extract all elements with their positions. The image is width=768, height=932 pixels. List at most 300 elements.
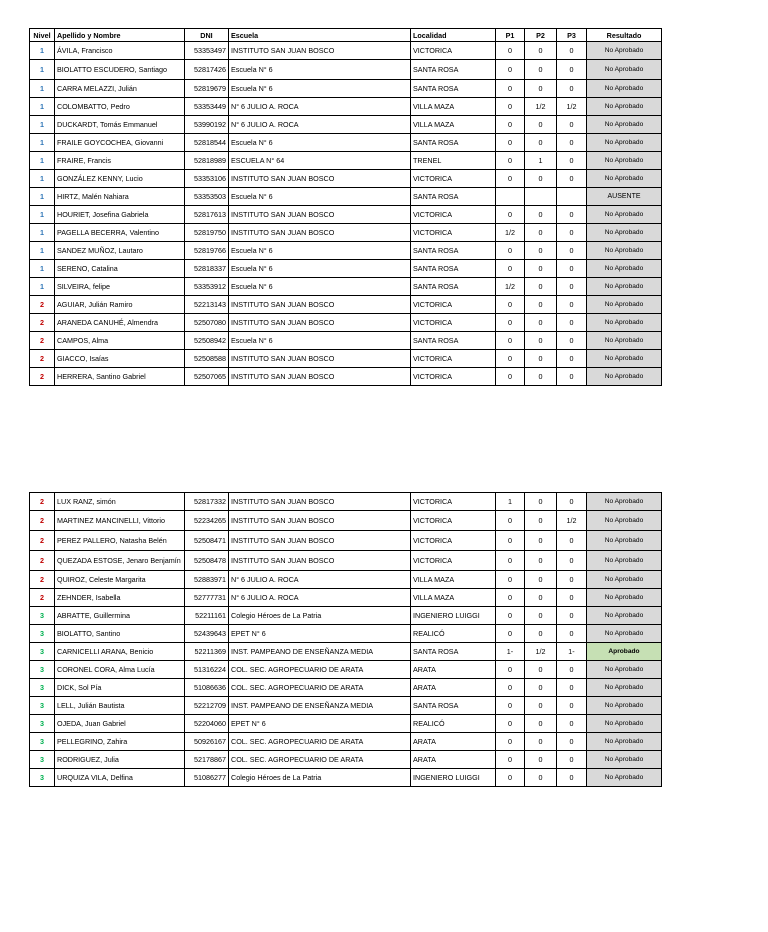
cell-nombre: OJEDA, Juan Gabriel bbox=[55, 715, 185, 733]
cell-resultado: No Aprobado bbox=[587, 715, 662, 733]
cell-p2: 0 bbox=[525, 625, 557, 643]
cell-p1: 0 bbox=[496, 368, 525, 386]
cell-nivel: 2 bbox=[30, 531, 55, 551]
cell-resultado: No Aprobado bbox=[587, 98, 662, 116]
cell-p2: 0 bbox=[525, 661, 557, 679]
cell-localidad: VICTORICA bbox=[411, 551, 496, 571]
cell-p2: 0 bbox=[525, 60, 557, 80]
cell-resultado: No Aprobado bbox=[587, 260, 662, 278]
header-resultado: Resultado bbox=[587, 29, 662, 42]
cell-p3: 0 bbox=[557, 278, 587, 296]
cell-nombre: DUCKARDT, Tomás Emmanuel bbox=[55, 116, 185, 134]
cell-p2: 0 bbox=[525, 531, 557, 551]
cell-p3: 0 bbox=[557, 589, 587, 607]
cell-localidad: VILLA MAZA bbox=[411, 571, 496, 589]
cell-escuela: Escuela N° 6 bbox=[229, 278, 411, 296]
table-row bbox=[30, 571, 662, 589]
cell-localidad: SANTA ROSA bbox=[411, 260, 496, 278]
cell-p1: 0 bbox=[496, 661, 525, 679]
cell-p1: 0 bbox=[496, 98, 525, 116]
header-localidad: Localidad bbox=[411, 29, 496, 42]
cell-localidad: SANTA ROSA bbox=[411, 242, 496, 260]
table-row bbox=[30, 116, 662, 134]
cell-nombre: QUIROZ, Celeste Margarita bbox=[55, 571, 185, 589]
header-nombre: Apellido y Nombre bbox=[55, 29, 185, 42]
cell-escuela: N° 6 JULIO A. ROCA bbox=[229, 116, 411, 134]
cell-dni: 52819679 bbox=[185, 80, 229, 98]
cell-escuela: Escuela N° 6 bbox=[229, 332, 411, 350]
cell-p2: 1/2 bbox=[525, 643, 557, 661]
cell-nombre: FRAILE GOYCOCHEA, Giovanni bbox=[55, 134, 185, 152]
cell-localidad: SANTA ROSA bbox=[411, 134, 496, 152]
cell-nivel: 1 bbox=[30, 188, 55, 206]
table-row bbox=[30, 679, 662, 697]
cell-p1: 0 bbox=[496, 116, 525, 134]
cell-escuela: COL. SEC. AGROPECUARIO DE ARATA bbox=[229, 679, 411, 697]
cell-resultado: No Aprobado bbox=[587, 332, 662, 350]
cell-escuela: INST. PAMPEANO DE ENSEÑANZA MEDIA bbox=[229, 643, 411, 661]
cell-localidad: SANTA ROSA bbox=[411, 80, 496, 98]
cell-localidad: VICTORICA bbox=[411, 314, 496, 332]
cell-resultado: No Aprobado bbox=[587, 152, 662, 170]
table-row bbox=[30, 260, 662, 278]
cell-escuela: Colegio Héroes de La Patria bbox=[229, 607, 411, 625]
table-row bbox=[30, 589, 662, 607]
cell-p2: 0 bbox=[525, 571, 557, 589]
cell-dni: 52883971 bbox=[185, 571, 229, 589]
cell-p1: 0 bbox=[496, 242, 525, 260]
cell-p3: 0 bbox=[557, 607, 587, 625]
cell-nombre: PEREZ PALLERO, Natasha Belén bbox=[55, 531, 185, 551]
cell-nivel: 1 bbox=[30, 152, 55, 170]
cell-dni: 52819750 bbox=[185, 224, 229, 242]
cell-localidad: SANTA ROSA bbox=[411, 278, 496, 296]
cell-p3 bbox=[557, 188, 587, 206]
cell-escuela: INSTITUTO SAN JUAN BOSCO bbox=[229, 42, 411, 60]
cell-p3: 0 bbox=[557, 551, 587, 571]
cell-dni: 52211161 bbox=[185, 607, 229, 625]
cell-p3: 0 bbox=[557, 679, 587, 697]
cell-resultado: No Aprobado bbox=[587, 571, 662, 589]
cell-resultado: Aprobado bbox=[587, 643, 662, 661]
cell-resultado: No Aprobado bbox=[587, 751, 662, 769]
cell-p3: 1/2 bbox=[557, 511, 587, 531]
table-row bbox=[30, 607, 662, 625]
cell-dni: 52818544 bbox=[185, 134, 229, 152]
cell-p3: 0 bbox=[557, 350, 587, 368]
cell-p1: 0 bbox=[496, 733, 525, 751]
cell-escuela: INSTITUTO SAN JUAN BOSCO bbox=[229, 350, 411, 368]
table-row bbox=[30, 224, 662, 242]
table-row bbox=[30, 368, 662, 386]
cell-nombre: LELL, Julián Bautista bbox=[55, 697, 185, 715]
cell-escuela: N° 6 JULIO A. ROCA bbox=[229, 571, 411, 589]
header-escuela: Escuela bbox=[229, 29, 411, 42]
cell-nombre: MARTINEZ MANCINELLI, Vittorio bbox=[55, 511, 185, 531]
table-row bbox=[30, 170, 662, 188]
table-row bbox=[30, 661, 662, 679]
table-row bbox=[30, 643, 662, 661]
cell-localidad: VICTORICA bbox=[411, 511, 496, 531]
cell-p2: 0 bbox=[525, 134, 557, 152]
cell-localidad: VICTORICA bbox=[411, 350, 496, 368]
cell-dni: 52439643 bbox=[185, 625, 229, 643]
cell-p1: 1/2 bbox=[496, 224, 525, 242]
table-row bbox=[30, 60, 662, 80]
cell-escuela: INSTITUTO SAN JUAN BOSCO bbox=[229, 206, 411, 224]
cell-p3: 0 bbox=[557, 206, 587, 224]
cell-escuela: INSTITUTO SAN JUAN BOSCO bbox=[229, 511, 411, 531]
cell-p1: 0 bbox=[496, 152, 525, 170]
cell-nivel: 1 bbox=[30, 224, 55, 242]
cell-p2: 1/2 bbox=[525, 98, 557, 116]
cell-p1 bbox=[496, 188, 525, 206]
table-row bbox=[30, 733, 662, 751]
cell-nombre: CAMPOS, Alma bbox=[55, 332, 185, 350]
cell-dni: 52234265 bbox=[185, 511, 229, 531]
cell-p3: 1/2 bbox=[557, 98, 587, 116]
cell-resultado: No Aprobado bbox=[587, 314, 662, 332]
cell-localidad: INGENIERO LUIGGI bbox=[411, 769, 496, 787]
cell-escuela: N° 6 JULIO A. ROCA bbox=[229, 589, 411, 607]
cell-p1: 0 bbox=[496, 134, 525, 152]
cell-resultado: No Aprobado bbox=[587, 206, 662, 224]
cell-nivel: 3 bbox=[30, 751, 55, 769]
cell-p1: 0 bbox=[496, 571, 525, 589]
cell-p3: 0 bbox=[557, 625, 587, 643]
cell-p2: 0 bbox=[525, 589, 557, 607]
header-dni: DNI bbox=[185, 29, 229, 42]
cell-resultado: No Aprobado bbox=[587, 42, 662, 60]
cell-p3: 0 bbox=[557, 697, 587, 715]
cell-resultado: No Aprobado bbox=[587, 242, 662, 260]
cell-localidad: SANTA ROSA bbox=[411, 60, 496, 80]
cell-escuela: EPET N° 6 bbox=[229, 715, 411, 733]
cell-nombre: DICK, Sol Pía bbox=[55, 679, 185, 697]
cell-nombre: HOURIET, Josefina Gabriela bbox=[55, 206, 185, 224]
cell-nivel: 2 bbox=[30, 589, 55, 607]
cell-dni: 52213143 bbox=[185, 296, 229, 314]
cell-dni: 52817613 bbox=[185, 206, 229, 224]
header-p3: P3 bbox=[557, 29, 587, 42]
cell-p1: 0 bbox=[496, 589, 525, 607]
cell-localidad: VICTORICA bbox=[411, 296, 496, 314]
table-row bbox=[30, 188, 662, 206]
table-row bbox=[30, 296, 662, 314]
cell-p2: 0 bbox=[525, 42, 557, 60]
cell-p3: 0 bbox=[557, 242, 587, 260]
header-row bbox=[30, 29, 662, 42]
header-p1: P1 bbox=[496, 29, 525, 42]
cell-escuela: INSTITUTO SAN JUAN BOSCO bbox=[229, 224, 411, 242]
cell-p2: 0 bbox=[525, 278, 557, 296]
cell-dni: 53353449 bbox=[185, 98, 229, 116]
cell-nivel: 2 bbox=[30, 368, 55, 386]
cell-resultado: No Aprobado bbox=[587, 769, 662, 787]
cell-p1: 0 bbox=[496, 332, 525, 350]
cell-p1: 0 bbox=[496, 607, 525, 625]
cell-dni: 52508478 bbox=[185, 551, 229, 571]
table-row bbox=[30, 493, 662, 511]
cell-nivel: 3 bbox=[30, 607, 55, 625]
table-row bbox=[30, 625, 662, 643]
cell-escuela: INSTITUTO SAN JUAN BOSCO bbox=[229, 531, 411, 551]
cell-p2: 0 bbox=[525, 368, 557, 386]
cell-p1: 0 bbox=[496, 625, 525, 643]
table-row bbox=[30, 715, 662, 733]
cell-p1: 1/2 bbox=[496, 278, 525, 296]
cell-nombre: ARANEDA CANUHÉ, Almendra bbox=[55, 314, 185, 332]
cell-nivel: 1 bbox=[30, 98, 55, 116]
cell-p2: 1 bbox=[525, 152, 557, 170]
cell-escuela: COL. SEC. AGROPECUARIO DE ARATA bbox=[229, 661, 411, 679]
cell-p1: 0 bbox=[496, 296, 525, 314]
cell-nivel: 1 bbox=[30, 206, 55, 224]
cell-p3: 1- bbox=[557, 643, 587, 661]
cell-p3: 0 bbox=[557, 224, 587, 242]
cell-localidad: VICTORICA bbox=[411, 170, 496, 188]
cell-resultado: No Aprobado bbox=[587, 589, 662, 607]
cell-nivel: 2 bbox=[30, 511, 55, 531]
cell-p3: 0 bbox=[557, 170, 587, 188]
cell-resultado: No Aprobado bbox=[587, 134, 662, 152]
header-p2: P2 bbox=[525, 29, 557, 42]
cell-p2: 0 bbox=[525, 551, 557, 571]
cell-localidad: REALICÓ bbox=[411, 715, 496, 733]
cell-escuela: INSTITUTO SAN JUAN BOSCO bbox=[229, 493, 411, 511]
cell-p2: 0 bbox=[525, 493, 557, 511]
cell-nombre: BIOLATTO ESCUDERO, Santiago bbox=[55, 60, 185, 80]
cell-p3: 0 bbox=[557, 571, 587, 589]
cell-dni: 52818337 bbox=[185, 260, 229, 278]
cell-nivel: 3 bbox=[30, 697, 55, 715]
cell-p2: 0 bbox=[525, 607, 557, 625]
table-row bbox=[30, 152, 662, 170]
cell-nombre: FRAIRE, Francis bbox=[55, 152, 185, 170]
cell-resultado: No Aprobado bbox=[587, 493, 662, 511]
cell-dni: 52508588 bbox=[185, 350, 229, 368]
cell-resultado: No Aprobado bbox=[587, 224, 662, 242]
cell-nivel: 3 bbox=[30, 679, 55, 697]
cell-nombre: SILVEIRA, felipe bbox=[55, 278, 185, 296]
cell-localidad: VICTORICA bbox=[411, 224, 496, 242]
cell-p2 bbox=[525, 188, 557, 206]
cell-resultado: No Aprobado bbox=[587, 661, 662, 679]
cell-resultado: No Aprobado bbox=[587, 278, 662, 296]
cell-dni: 52211369 bbox=[185, 643, 229, 661]
cell-nombre: LUX RANZ, simón bbox=[55, 493, 185, 511]
cell-resultado: No Aprobado bbox=[587, 679, 662, 697]
cell-resultado: No Aprobado bbox=[587, 733, 662, 751]
cell-nombre: CORONEL CORA, Alma Lucía bbox=[55, 661, 185, 679]
cell-p3: 0 bbox=[557, 531, 587, 551]
cell-localidad: ARATA bbox=[411, 751, 496, 769]
cell-p1: 0 bbox=[496, 80, 525, 98]
results-table-2 bbox=[29, 492, 662, 787]
cell-nivel: 3 bbox=[30, 733, 55, 751]
cell-p3: 0 bbox=[557, 80, 587, 98]
cell-dni: 52212709 bbox=[185, 697, 229, 715]
cell-dni: 52507065 bbox=[185, 368, 229, 386]
cell-p3: 0 bbox=[557, 715, 587, 733]
cell-p1: 0 bbox=[496, 715, 525, 733]
cell-nombre: URQUIZA VILA, Delfina bbox=[55, 769, 185, 787]
cell-localidad: SANTA ROSA bbox=[411, 332, 496, 350]
cell-nivel: 2 bbox=[30, 296, 55, 314]
cell-resultado: No Aprobado bbox=[587, 296, 662, 314]
cell-localidad: ARATA bbox=[411, 733, 496, 751]
cell-escuela: INSTITUTO SAN JUAN BOSCO bbox=[229, 368, 411, 386]
cell-dni: 52777731 bbox=[185, 589, 229, 607]
cell-escuela: Colegio Héroes de La Patria bbox=[229, 769, 411, 787]
cell-p3: 0 bbox=[557, 751, 587, 769]
table-row bbox=[30, 314, 662, 332]
cell-p3: 0 bbox=[557, 769, 587, 787]
cell-nivel: 2 bbox=[30, 350, 55, 368]
cell-resultado: No Aprobado bbox=[587, 697, 662, 715]
cell-dni: 51086636 bbox=[185, 679, 229, 697]
table-row bbox=[30, 98, 662, 116]
cell-dni: 52507080 bbox=[185, 314, 229, 332]
cell-p1: 0 bbox=[496, 314, 525, 332]
cell-p2: 0 bbox=[525, 224, 557, 242]
cell-dni: 52508942 bbox=[185, 332, 229, 350]
cell-localidad: VICTORICA bbox=[411, 531, 496, 551]
cell-resultado: No Aprobado bbox=[587, 368, 662, 386]
cell-p1: 0 bbox=[496, 551, 525, 571]
cell-nombre: CARRA MELAZZI, Julián bbox=[55, 80, 185, 98]
cell-localidad: ARATA bbox=[411, 679, 496, 697]
cell-dni: 52818989 bbox=[185, 152, 229, 170]
table-row bbox=[30, 511, 662, 531]
cell-p2: 0 bbox=[525, 733, 557, 751]
cell-nombre: CARNICELLI ARANA, Benicio bbox=[55, 643, 185, 661]
cell-escuela: COL. SEC. AGROPECUARIO DE ARATA bbox=[229, 751, 411, 769]
cell-nivel: 2 bbox=[30, 551, 55, 571]
cell-nivel: 1 bbox=[30, 170, 55, 188]
cell-nivel: 1 bbox=[30, 116, 55, 134]
cell-p1: 0 bbox=[496, 60, 525, 80]
cell-escuela: INSTITUTO SAN JUAN BOSCO bbox=[229, 170, 411, 188]
cell-escuela: Escuela N° 6 bbox=[229, 242, 411, 260]
cell-escuela: INSTITUTO SAN JUAN BOSCO bbox=[229, 296, 411, 314]
cell-p2: 0 bbox=[525, 242, 557, 260]
table-row bbox=[30, 769, 662, 787]
cell-escuela: INSTITUTO SAN JUAN BOSCO bbox=[229, 551, 411, 571]
cell-nivel: 1 bbox=[30, 242, 55, 260]
cell-p2: 0 bbox=[525, 170, 557, 188]
cell-localidad: VILLA MAZA bbox=[411, 98, 496, 116]
cell-localidad: VICTORICA bbox=[411, 368, 496, 386]
cell-escuela: Escuela N° 6 bbox=[229, 260, 411, 278]
cell-p3: 0 bbox=[557, 314, 587, 332]
table-row bbox=[30, 332, 662, 350]
cell-p3: 0 bbox=[557, 116, 587, 134]
cell-nivel: 1 bbox=[30, 42, 55, 60]
cell-resultado: No Aprobado bbox=[587, 80, 662, 98]
cell-localidad: VICTORICA bbox=[411, 206, 496, 224]
cell-localidad: VICTORICA bbox=[411, 493, 496, 511]
cell-escuela: Escuela N° 6 bbox=[229, 134, 411, 152]
cell-nombre: QUEZADA ESTOSE, Jenaro Benjamín bbox=[55, 551, 185, 571]
cell-p2: 0 bbox=[525, 260, 557, 278]
cell-escuela: Escuela N° 6 bbox=[229, 60, 411, 80]
cell-escuela: INST. PAMPEANO DE ENSEÑANZA MEDIA bbox=[229, 697, 411, 715]
cell-escuela: INSTITUTO SAN JUAN BOSCO bbox=[229, 314, 411, 332]
cell-dni: 52204060 bbox=[185, 715, 229, 733]
cell-dni: 52817332 bbox=[185, 493, 229, 511]
cell-dni: 53353497 bbox=[185, 42, 229, 60]
cell-p1: 0 bbox=[496, 531, 525, 551]
cell-escuela: Escuela N° 6 bbox=[229, 188, 411, 206]
cell-localidad: SANTA ROSA bbox=[411, 697, 496, 715]
cell-nivel: 2 bbox=[30, 332, 55, 350]
cell-p1: 0 bbox=[496, 260, 525, 278]
cell-nombre: GIACCO, Isaías bbox=[55, 350, 185, 368]
cell-dni: 53353912 bbox=[185, 278, 229, 296]
cell-p3: 0 bbox=[557, 493, 587, 511]
cell-p3: 0 bbox=[557, 60, 587, 80]
table-row bbox=[30, 697, 662, 715]
cell-nivel: 2 bbox=[30, 571, 55, 589]
cell-p2: 0 bbox=[525, 511, 557, 531]
cell-resultado: No Aprobado bbox=[587, 350, 662, 368]
table-row bbox=[30, 42, 662, 60]
cell-resultado: No Aprobado bbox=[587, 116, 662, 134]
cell-nombre: PELLEGRINO, Zahira bbox=[55, 733, 185, 751]
cell-nivel: 1 bbox=[30, 80, 55, 98]
cell-p3: 0 bbox=[557, 296, 587, 314]
cell-dni: 53353106 bbox=[185, 170, 229, 188]
cell-resultado: No Aprobado bbox=[587, 551, 662, 571]
cell-localidad: VILLA MAZA bbox=[411, 116, 496, 134]
cell-localidad: ARATA bbox=[411, 661, 496, 679]
cell-p1: 0 bbox=[496, 206, 525, 224]
table-row bbox=[30, 206, 662, 224]
cell-resultado: No Aprobado bbox=[587, 607, 662, 625]
cell-nivel: 2 bbox=[30, 314, 55, 332]
cell-p2: 0 bbox=[525, 350, 557, 368]
cell-dni: 52508471 bbox=[185, 531, 229, 551]
cell-p3: 0 bbox=[557, 368, 587, 386]
cell-localidad: SANTA ROSA bbox=[411, 643, 496, 661]
cell-nombre: ÁVILA, Francisco bbox=[55, 42, 185, 60]
cell-p2: 0 bbox=[525, 769, 557, 787]
cell-nivel: 1 bbox=[30, 260, 55, 278]
table-row bbox=[30, 242, 662, 260]
cell-localidad: INGENIERO LUIGGI bbox=[411, 607, 496, 625]
cell-nombre: RODRIGUEZ, Julia bbox=[55, 751, 185, 769]
cell-p2: 0 bbox=[525, 206, 557, 224]
cell-dni: 53990192 bbox=[185, 116, 229, 134]
cell-escuela: Escuela N° 6 bbox=[229, 80, 411, 98]
cell-localidad: TRENEL bbox=[411, 152, 496, 170]
cell-p3: 0 bbox=[557, 134, 587, 152]
cell-dni: 51086277 bbox=[185, 769, 229, 787]
header-nivel: Nivel bbox=[30, 29, 55, 42]
table-row bbox=[30, 80, 662, 98]
cell-p3: 0 bbox=[557, 152, 587, 170]
cell-dni: 52817426 bbox=[185, 60, 229, 80]
cell-nivel: 1 bbox=[30, 134, 55, 152]
cell-resultado: No Aprobado bbox=[587, 531, 662, 551]
table-row bbox=[30, 278, 662, 296]
cell-escuela: COL. SEC. AGROPECUARIO DE ARATA bbox=[229, 733, 411, 751]
cell-p1: 0 bbox=[496, 769, 525, 787]
cell-p2: 0 bbox=[525, 296, 557, 314]
cell-nivel: 1 bbox=[30, 60, 55, 80]
cell-dni: 51316224 bbox=[185, 661, 229, 679]
